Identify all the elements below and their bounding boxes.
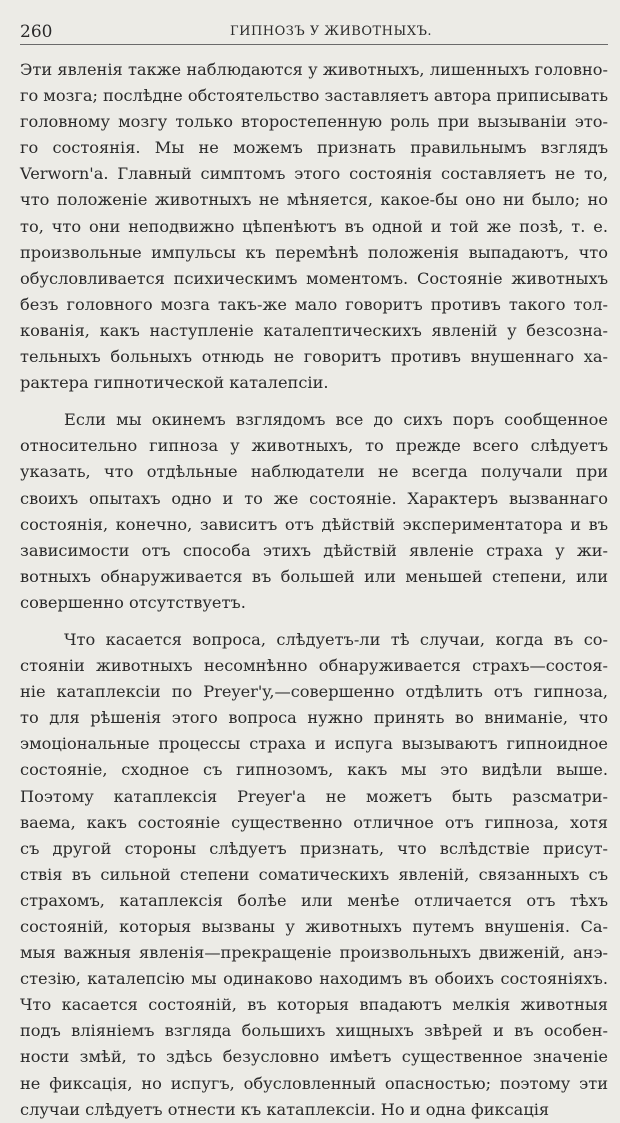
text-line: ности змѣй, то здѣсь безусловно имѣетъ существенное значеніе	[20, 1047, 608, 1067]
text-line: го состоянія. Мы не можемъ признать правильнымъ взглядъ	[20, 138, 608, 158]
text-line: тельныхъ больныхъ отнюдь не говоритъ противъ внушеннаго ха-	[20, 347, 608, 367]
body-text	[20, 57, 608, 1123]
text-line: ніе катаплексіи по Preyer'y,—совершенно отдѣлить отъ гипноза,	[20, 682, 608, 702]
text-line: вотныхъ обнаруживается въ большей или меньшей степени, или	[20, 566, 608, 586]
text-line: состоянія, конечно, зависитъ отъ дѣйствій экспериментатора и въ	[20, 514, 608, 534]
text-line: Verworn'a. Главный симптомъ этого состоянія составляетъ не то,	[20, 164, 608, 184]
text-line: безъ головного мозга такъ-же мало говоритъ противъ такого тол-	[20, 294, 608, 314]
text-line: совершенно отсутствуетъ.	[20, 592, 246, 612]
text-line: обусловливается психическимъ моментомъ. Состояніе животныхъ	[20, 268, 608, 288]
text-line: го мозга; послѣдне обстоятельство заставляетъ автора приписывать	[20, 86, 608, 106]
paragraph-2	[20, 407, 608, 616]
text-line: относительно гипноза у животныхъ, то прежде всего слѣдуетъ	[20, 436, 608, 456]
text-line: ваема, какъ состояніе существенно отличное отъ гипноза, хотя	[20, 812, 608, 832]
text-line: Эти явленія также наблюдаются у животныхъ, лишенныхъ головно-	[20, 60, 608, 79]
text-line: Что касается состояній, въ которыя впадаютъ мелкія животныя	[20, 995, 608, 1015]
text-line: случаи слѣдуетъ отнести къ катаплексіи. Но и одна фиксація	[20, 1099, 550, 1119]
text-line: подъ вліяніемъ взгляда большихъ хищныхъ звѣрей и въ особен-	[20, 1021, 608, 1041]
paragraph-3	[20, 627, 608, 1123]
text-line: то для рѣшенія этого вопроса нужно принять во вниманіе, что	[20, 708, 608, 728]
running-title: ГИПНОЗЪ У ЖИВОТНЫХЪ.	[230, 24, 433, 39]
text-line: рактера гипнотической каталепсіи.	[20, 373, 329, 393]
text-line: Что касается вопроса, слѣдуетъ-ли тѣ случаи, когда въ со-	[64, 629, 608, 649]
paragraph-1	[20, 57, 608, 396]
text-line: то, что они неподвижно цѣпенѣютъ въ одной и той же позѣ, т. е.	[20, 216, 608, 236]
text-line: указать, что отдѣльные наблюдатели не всегда получали при	[20, 462, 608, 482]
text-line: стезію, каталепсію мы одинаково находимъ въ обоихъ состояніяхъ.	[20, 969, 608, 989]
text-line: съ другой стороны слѣдуетъ признать, что вслѣдствіе присут-	[20, 838, 608, 858]
text-line: эмоціональные процессы страха и испуга вызываютъ гипноидное	[20, 734, 608, 754]
text-line: ствія въ сильной степени соматическихъ явленій, связанныхъ съ	[20, 864, 608, 884]
page-number: 260	[20, 22, 53, 42]
text-line: состояній, которыя вызваны у животныхъ путемъ внушенія. Са-	[20, 917, 608, 936]
text-line: мыя важныя явленія—прекращеніе произвольныхъ движеній, анэ-	[20, 943, 608, 963]
text-line: состояніе, сходное съ гипнозомъ, какъ мы это видѣли выше.	[20, 760, 608, 780]
text-line: кованія, какъ наступленіе каталептическихъ явленій у безсозна-	[20, 320, 608, 340]
text-line: Поэтому катаплексія Preyer'a не можетъ быть разсматри-	[20, 786, 608, 806]
text-line: зависимости отъ способа этихъ дѣйствій явленіе страха у жи-	[20, 540, 608, 560]
text-line: страхомъ, катаплексія болѣе или менѣе отличается отъ тѣхъ	[20, 890, 608, 910]
text-line: головному мозгу только второстепенную роль при вызываніи это-	[20, 112, 608, 132]
text-line: произвольные импульсы къ перемѣнѣ положенія выпадаютъ, что	[20, 242, 608, 262]
page-header	[20, 22, 608, 45]
text-line: своихъ опытахъ одно и то же состояніе. Характеръ вызваннаго	[20, 488, 608, 508]
text-line: не фиксація, но испугъ, обусловленный опасностью; поэтому эти	[20, 1073, 608, 1093]
text-line: что положеніе животныхъ не мѣняется, какое-бы оно ни было; но	[20, 190, 608, 210]
text-line: стояніи животныхъ несомнѣнно обнаруживается страхъ—состоя-	[20, 656, 608, 676]
text-line: Если мы окинемъ взглядомъ все до сихъ поръ сообщенное	[64, 410, 608, 430]
